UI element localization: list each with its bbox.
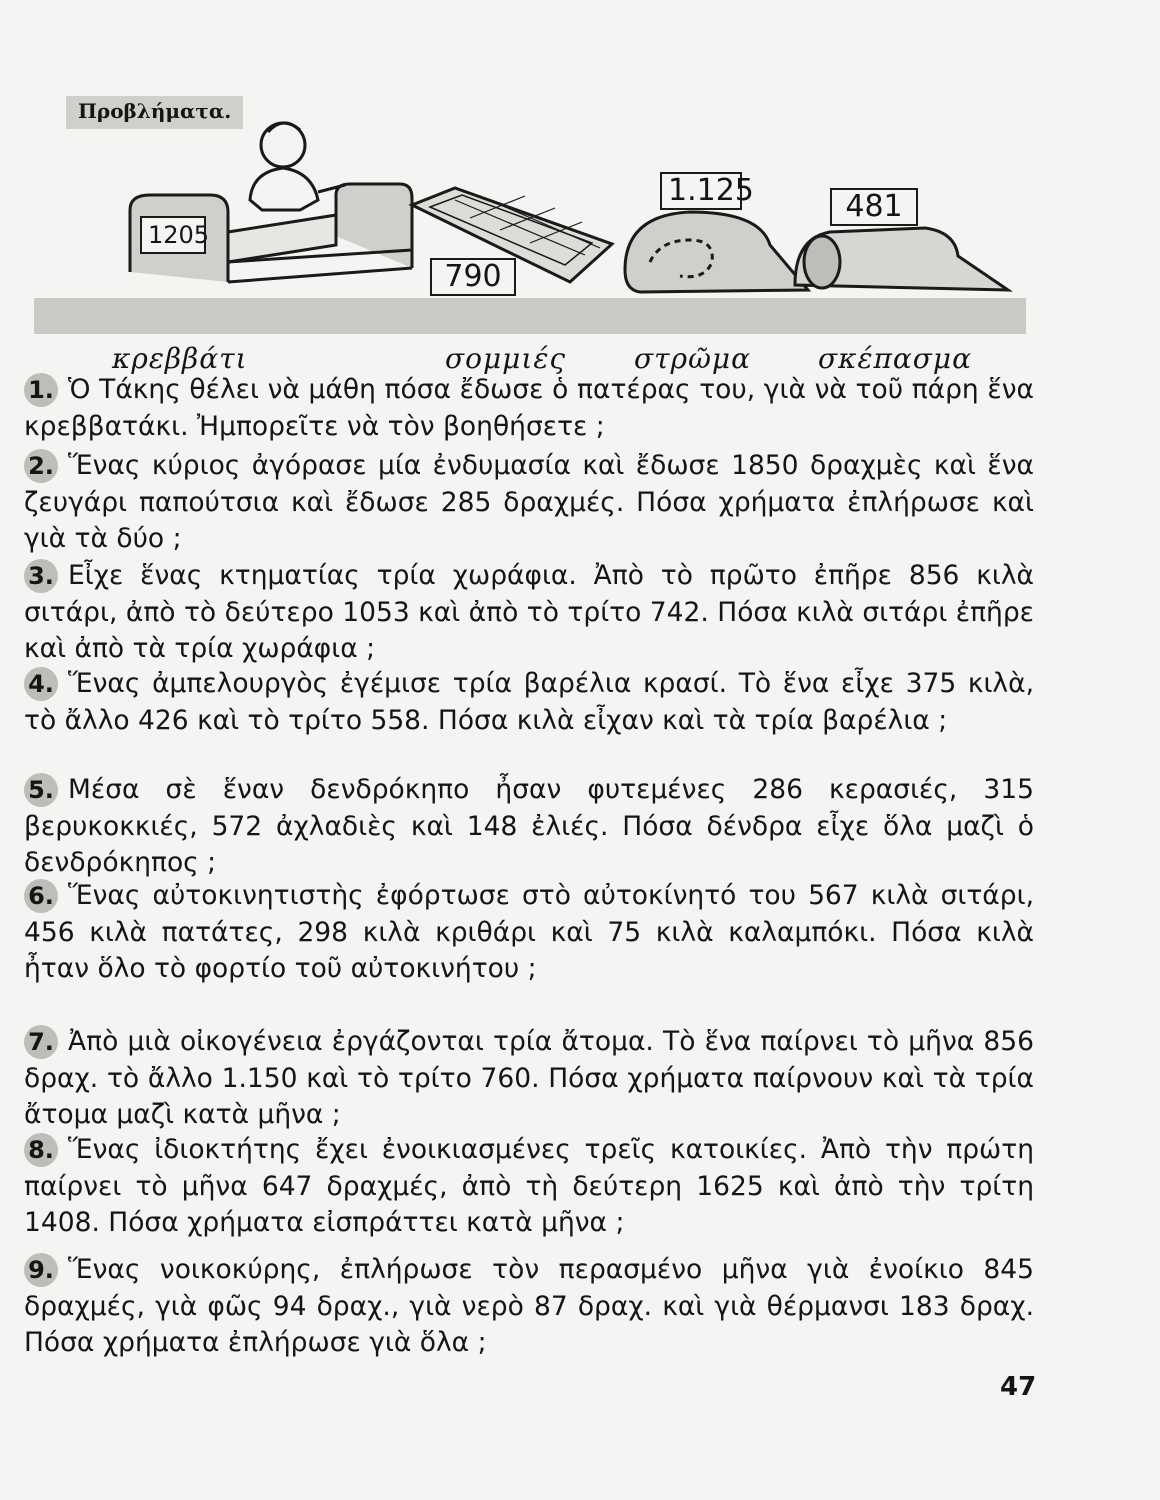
label-blanket: σκέπασμα	[818, 342, 973, 375]
problem-5	[24, 772, 1034, 882]
blanket-roll-drawing	[795, 228, 1008, 290]
problem-text: Ἕνας αὐτοκινητιστὴς ἐφόρτωσε στὸ αὐτοκίνητό του 567 κιλὰ σιτάρι, 456 κιλὰ πατάτες, 298 κιλὰ κριθάρι καὶ 75 κιλὰ καλαμπόκι. Πόσα κιλὰ ἦταν ὅλο τὸ φορτίο τοῦ αὐτοκινήτου ;	[24, 880, 1034, 984]
label-mattress: στρῶμα	[634, 342, 752, 375]
problem-text: Ὁ Τάκης θέλει νὰ μάθη πόσα ἔδωσε ὁ πατέρας του, γιὰ νὰ τοῦ πάρη ἕνα κρεββατάκι. Ἠμπορεῖτε νὰ τὸν βοηθήσετε ;	[24, 374, 1034, 442]
sommier-price-tag: 790	[430, 258, 516, 296]
blanket-price-tag: 481	[830, 188, 918, 226]
problem-text: Ἕνας νοικοκύρης, ἐπλήρωσε τὸν περασμένο μῆνα γιὰ ἐνοίκιο 845 δραχμές, γιὰ φῶς 94 δραχ., γιὰ νερὸ 87 δραχ. καὶ γιὰ θέρμανσι 183 δραχ. Πόσα χρήματα ἐπλήρωσε γιὰ ὅλα ;	[24, 1254, 1034, 1358]
problem-6	[24, 878, 1034, 988]
problem-8	[24, 1132, 1034, 1242]
problem-text: Μέσα σὲ ἕναν δενδρόκηπο ἦσαν φυτεμένες 286 κερασιές, 315 βερυκοκκιές, 572 ἀχλαδιὲς καὶ 148 ἐλιές. Πόσα δένδρα εἶχε ὅλα μαζὶ ὁ δενδρόκηπος ;	[24, 774, 1034, 878]
bed-price-tag: 1205	[140, 216, 206, 254]
problem-number: 6.	[24, 879, 58, 913]
boy-drawing	[250, 123, 345, 210]
problem-text: Ἕνας ἰδιοκτήτης ἔχει ἐνοικιασμένες τρεῖς κατοικίες. Ἀπὸ τὴν πρώτη παίρνει τὸ μῆνα 647 δραχμές, ἀπὸ τὴ δεύτερη 1625 καὶ ἀπὸ τὴν τρίτη 1408. Πόσα χρήματα εἰσπράττει κατὰ μῆνα ;	[24, 1134, 1034, 1238]
problem-number: 3.	[24, 559, 58, 593]
mattress-roll-drawing	[625, 212, 808, 292]
problem-4	[24, 666, 1034, 739]
problem-number: 7.	[24, 1025, 58, 1059]
section-heading: Προβλήματα.	[66, 96, 243, 129]
problem-9	[24, 1252, 1034, 1362]
problem-3	[24, 558, 1034, 668]
problem-number: 9.	[24, 1253, 58, 1287]
label-bed: κρεββάτι	[112, 342, 248, 375]
problem-text: Ἀπὸ μιὰ οἰκογένεια ἐργάζονται τρία ἄτομα. Τὸ ἕνα παίρνει τὸ μῆνα 856 δραχ. τὸ ἄλλο 1.150 καὶ τὸ τρίτο 760. Πόσα χρήματα παίρνουν καὶ τὰ τρία ἄτομα μαζὶ κατὰ μῆνα ;	[24, 1026, 1034, 1130]
problem-number: 8.	[24, 1133, 58, 1167]
problem-number: 4.	[24, 667, 58, 701]
problem-number: 1.	[24, 373, 58, 407]
problem-1	[24, 372, 1034, 445]
page-number: 47	[1000, 1372, 1037, 1402]
problem-7	[24, 1024, 1034, 1134]
mattress-price-tag: 1.125	[660, 172, 742, 210]
shelf	[34, 298, 1026, 334]
shopping-illustration	[0, 0, 1160, 340]
problem-text: Ἕνας ἀμπελουργὸς ἐγέμισε τρία βαρέλια κρασί. Τὸ ἕνα εἶχε 375 κιλὰ, τὸ ἄλλο 426 καὶ τὸ τρίτο 558. Πόσα κιλὰ εἶχαν καὶ τὰ τρία βαρέλια ;	[24, 668, 1034, 736]
problem-text: Εἶχε ἕνας κτηματίας τρία χωράφια. Ἀπὸ τὸ πρῶτο ἐπῆρε 856 κιλὰ σιτάρι, ἀπὸ τὸ δεύτερο 1053 καὶ ἀπὸ τὸ τρίτο 742. Πόσα κιλὰ σιτάρι ἐπῆρε καὶ ἀπὸ τὰ τρία χωράφια ;	[24, 560, 1034, 664]
problem-number: 2.	[24, 449, 58, 483]
problem-number: 5.	[24, 773, 58, 807]
problem-2	[24, 448, 1034, 558]
problem-text: Ἕνας κύριος ἀγόρασε μία ἐνδυμασία καὶ ἔδωσε 1850 δραχμὲς καὶ ἕνα ζευγάρι παπούτσια καὶ ἔδωσε 285 δραχμές. Πόσα χρήματα ἐπλήρωσε καὶ γιὰ τὰ δύο ;	[24, 450, 1034, 554]
label-sommier: σομμιές	[445, 342, 567, 375]
